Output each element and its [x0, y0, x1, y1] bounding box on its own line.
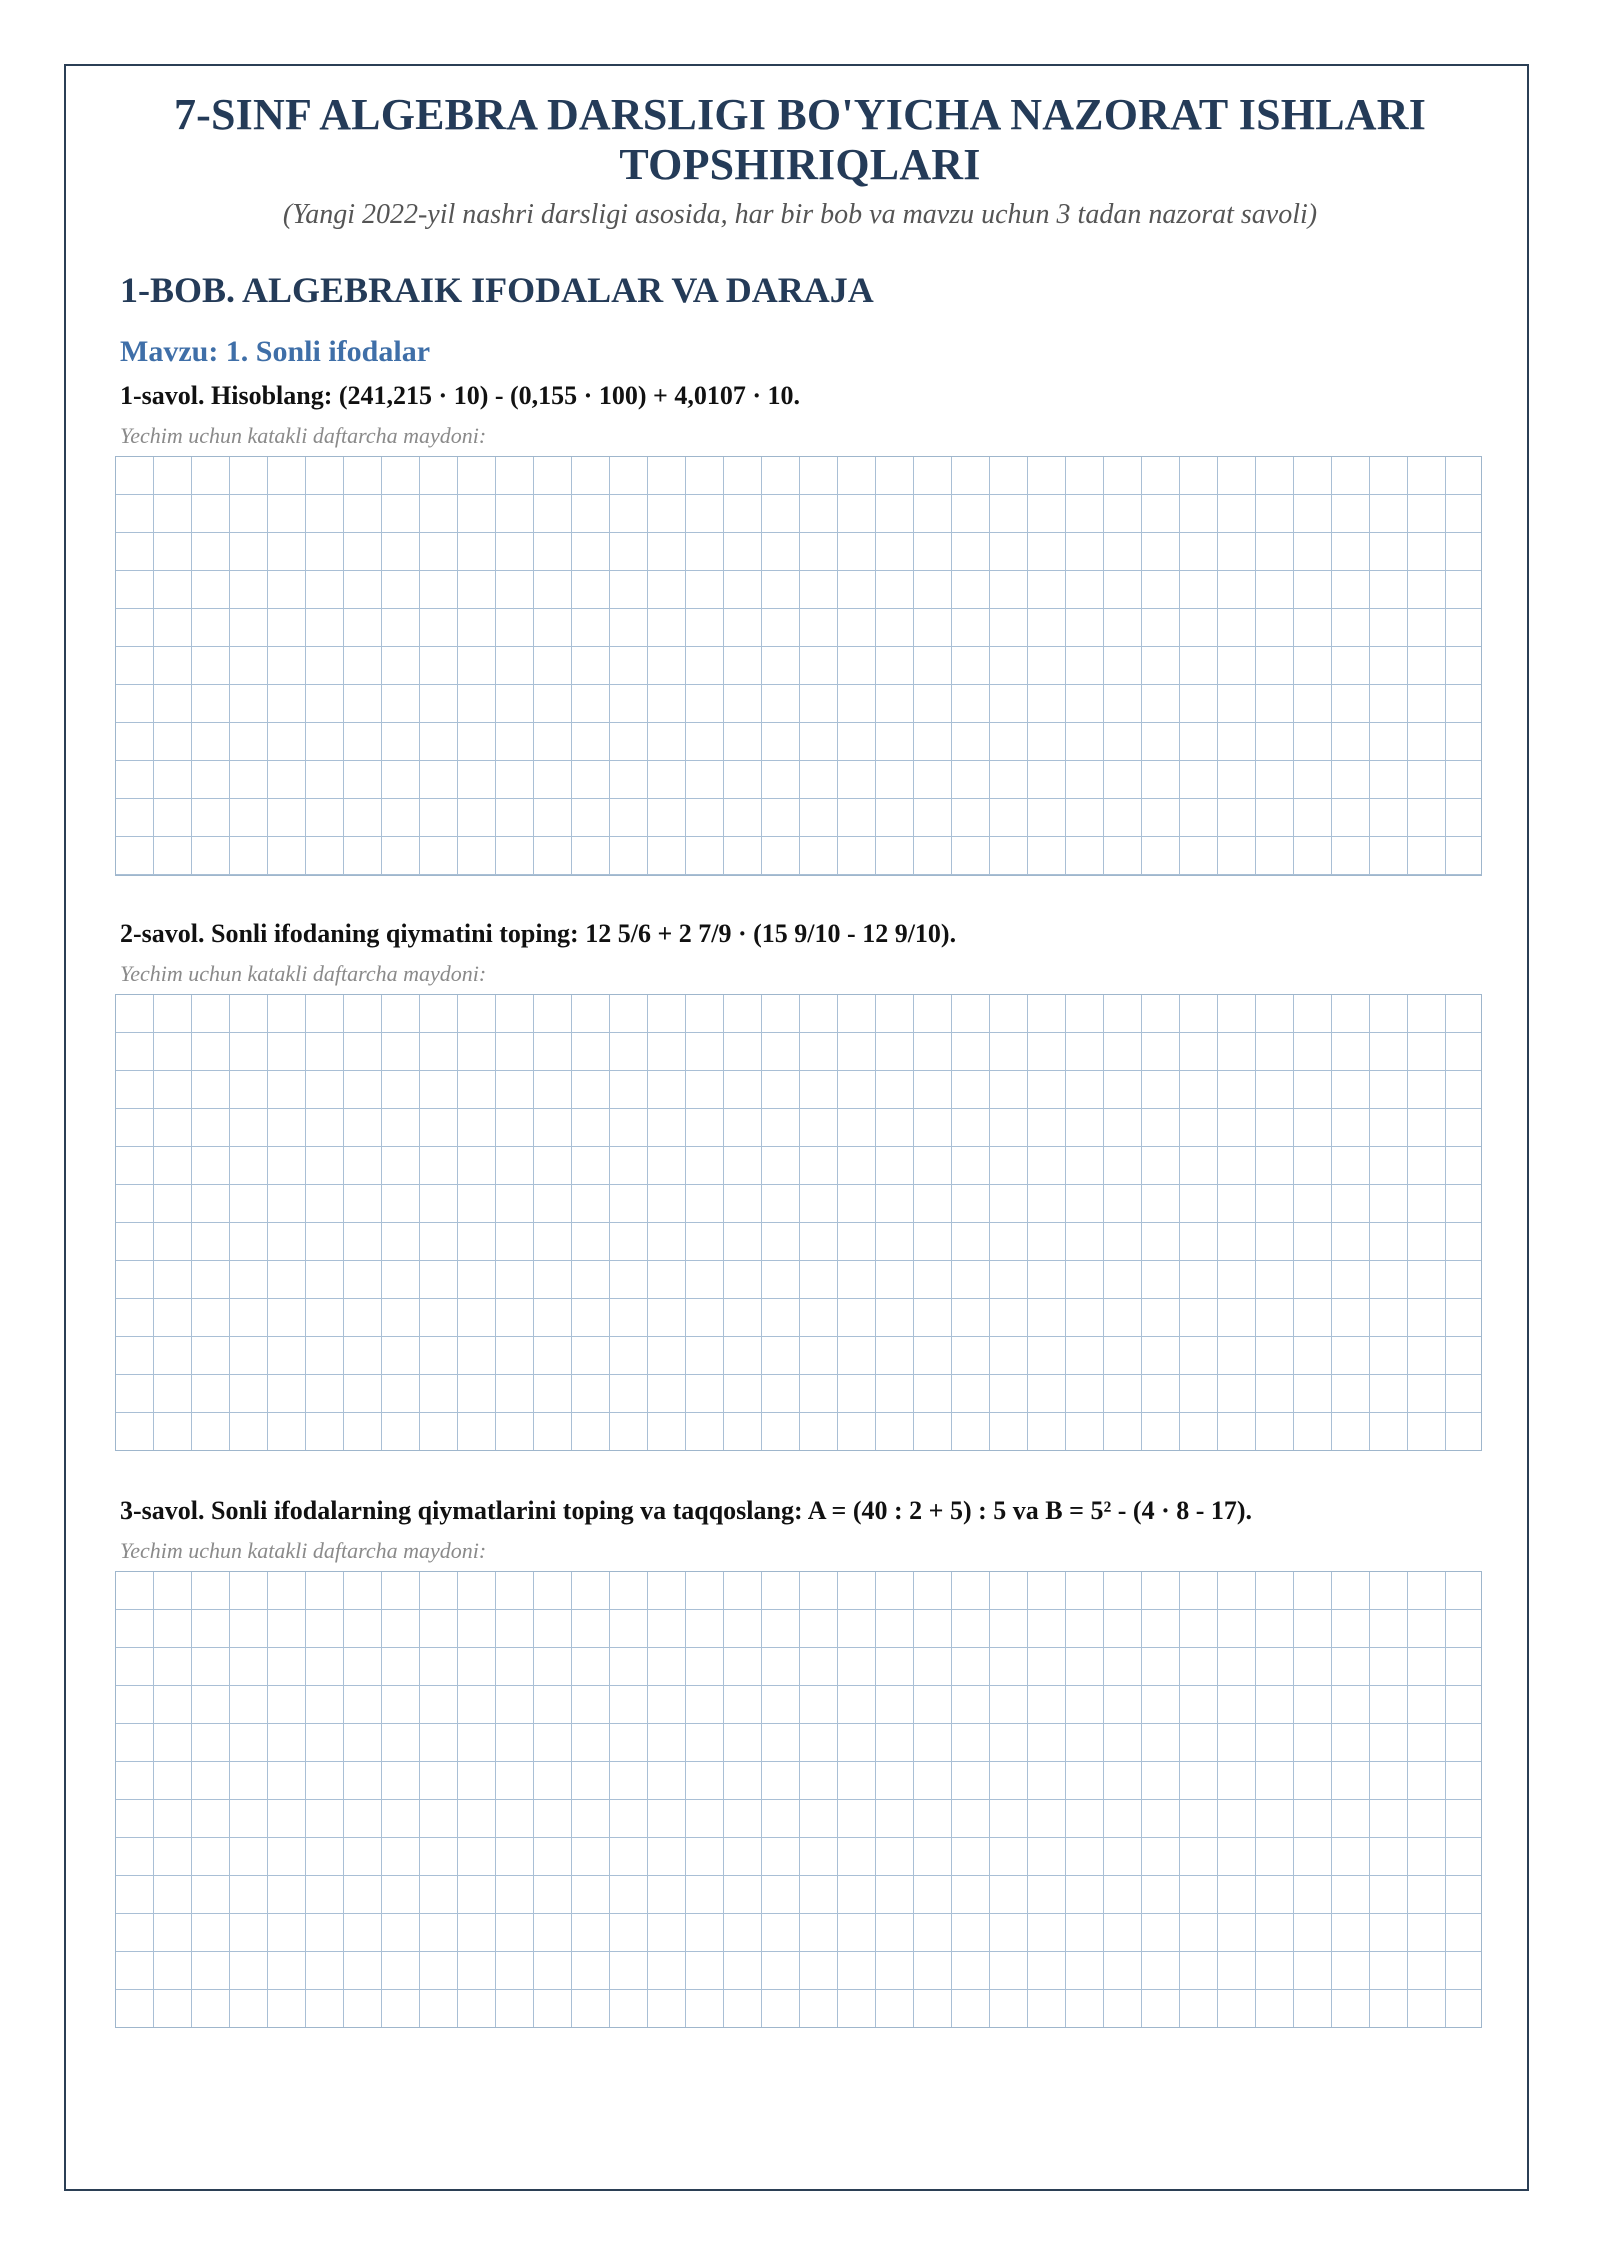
question-1-text: 1-savol. Hisoblang: (241,215 · 10) - (0,155 · 100) + 4,0107 · 10. — [120, 381, 800, 410]
question-3-answer-grid[interactable] — [115, 1571, 1482, 2028]
question-3-text: 3-savol. Sonli ifodalarning qiymatlarini toping va taqqoslang: A = (40 : 2 + 5) : 5 va B = 5² - (4 · 8 - 17). — [120, 1496, 1253, 1525]
document-title-line2: TOPSHIRIQLARI — [619, 140, 981, 189]
question-2-text: 2-savol. Sonli ifodaning qiymatini toping: 12 5/6 + 2 7/9 · (15 9/10 - 12 9/10). — [120, 919, 957, 948]
document-subtitle: (Yangi 2022-yil nashri darsligi asosida, har bir bob va mavzu uchun 3 tadan nazorat savoli) — [282, 199, 1318, 230]
question-1-hint: Yechim uchun katakli daftarcha maydoni: — [120, 423, 487, 448]
question-2-answer-grid[interactable] — [115, 994, 1482, 1451]
question-1-answer-grid[interactable] — [115, 456, 1482, 876]
chapter-heading: 1-BOB. ALGEBRAIK IFODALAR VA DARAJA — [120, 270, 874, 310]
question-3-hint: Yechim uchun katakli daftarcha maydoni: — [120, 1538, 487, 1563]
document-title-line1: 7-SINF ALGEBRA DARSLIGI BO'YICHA NAZORAT ISHLARI — [173, 90, 1427, 139]
question-2-hint: Yechim uchun katakli daftarcha maydoni: — [120, 961, 487, 986]
topic-heading: Mavzu: 1. Sonli ifodalar — [120, 335, 431, 368]
document-title — [0, 90, 1600, 190]
